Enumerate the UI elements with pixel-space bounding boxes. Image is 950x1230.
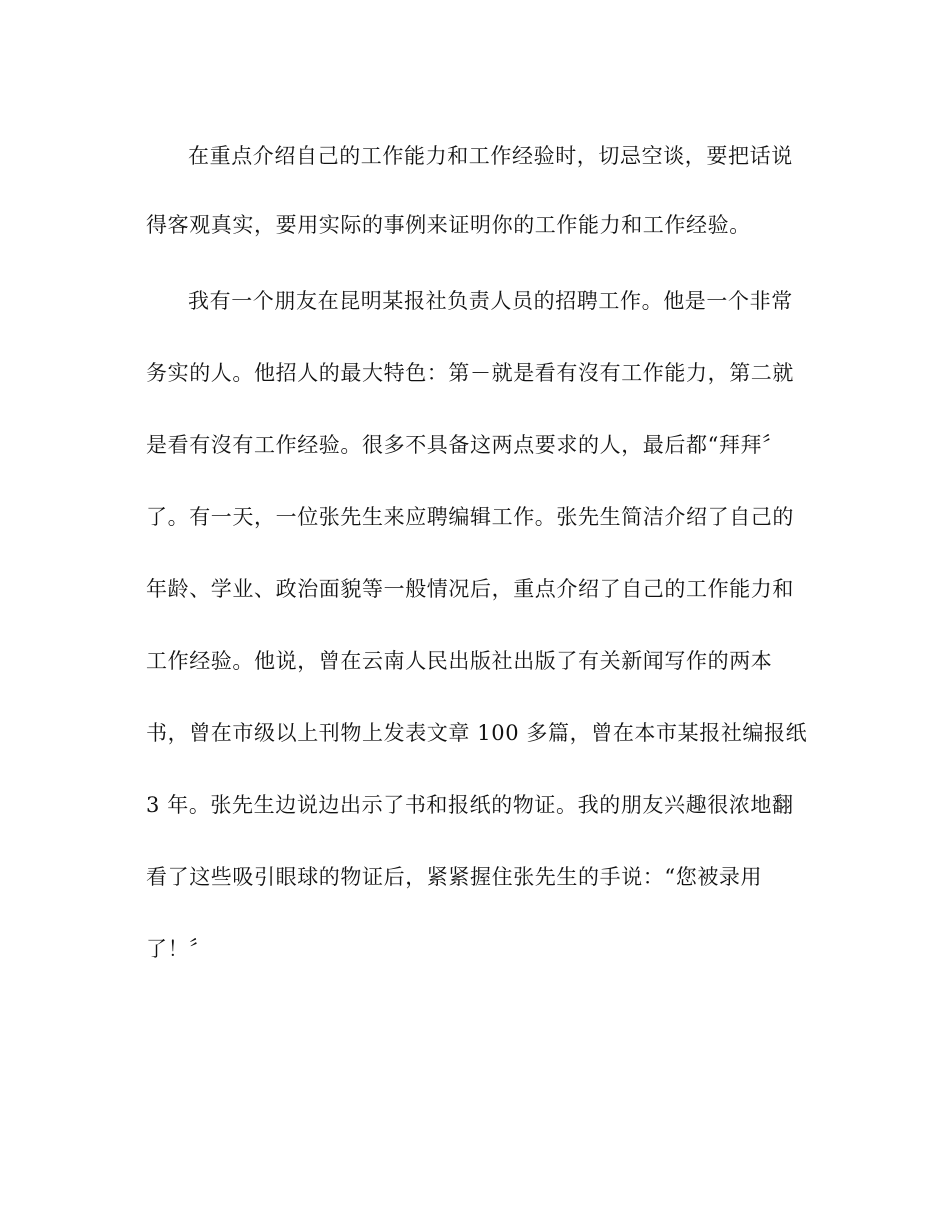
paragraph-1-line-1: 在重点介绍自己的工作能力和工作经验时，切忌空谈，要把话说: [188, 144, 793, 168]
paragraph-2-line-3: 是看有沒有工作经验。很多不具备这两点要求的人，最后都“拜拜〞: [146, 433, 784, 457]
paragraph-2-line-7: 书，曾在市级以上刊物上发表文章 100 多篇，曾在本市某报社编报纸: [146, 721, 808, 745]
paragraph-2-line-8: 3 年。张先生边说边出示了书和报纸的物证。我的朋友兴趣很浓地翻: [146, 793, 794, 817]
paragraph-1-line-2: 得客观真实，要用实际的事例来证明你的工作能力和工作经验。: [146, 213, 751, 237]
paragraph-2-line-5: 年龄、学业、政治面貌等一般情况后，重点介绍了自己的工作能力和: [146, 577, 794, 601]
paragraph-2-line-9: 看了这些吸引眼球的物证后，紧紧握住张先生的手说：“您被录用: [146, 865, 763, 889]
paragraph-2-line-1: 我有一个朋友在昆明某报社负责人员的招聘工作。他是一个非常: [188, 289, 793, 313]
paragraph-2-line-10: 了！〞: [146, 937, 211, 961]
paragraph-2-line-6: 工作经验。他说，曾在云南人民出版社出版了有关新闻写作的两本: [146, 649, 773, 673]
paragraph-2-line-4: 了。有一天，一位张先生来应聘编辑工作。张先生简洁介绍了自己的: [146, 505, 794, 529]
paragraph-2-line-2: 务实的人。他招人的最大特色：第－就是看有沒有工作能力，第二就: [146, 361, 794, 385]
